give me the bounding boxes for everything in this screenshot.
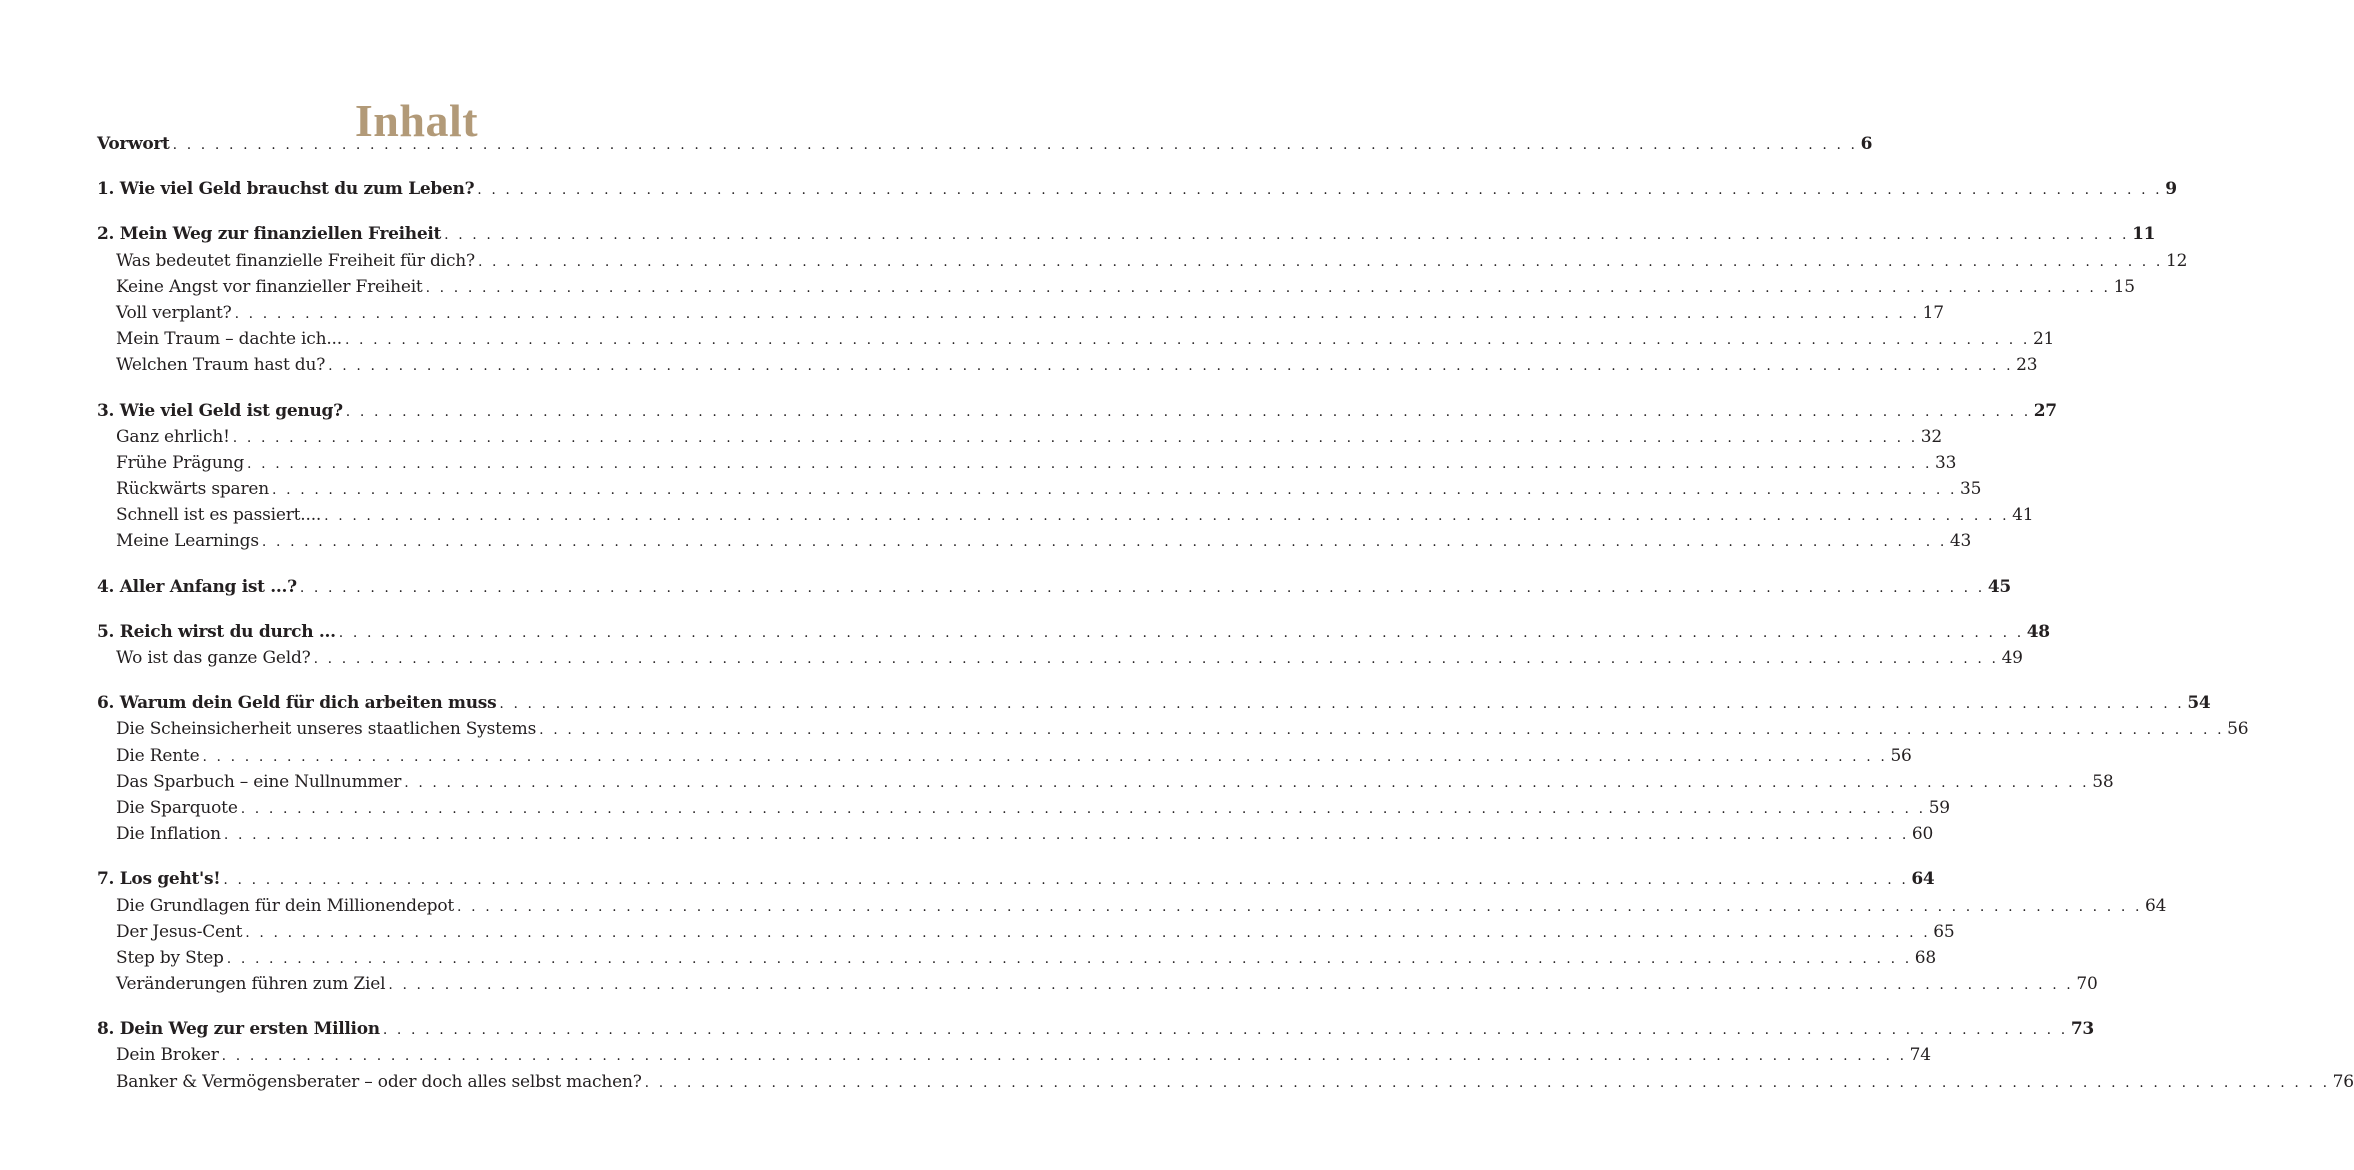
toc-page-number: 68 (1914, 947, 1936, 968)
toc-section (97, 574, 2011, 600)
dot-leader: . . . . . . . . . . . . . . . . . . . . . . . . . . . . . . . . . . . . . . . . . . . . . . . . . . . . . . . . . . . . . . . . . . . . . . . . . . . . . . . . . . . . . . . . . . . . . . . . . . . . . . . . . . . . . . . . . . . . . . . . (172, 137, 1858, 153)
toc-page-number: 45 (1987, 576, 2011, 597)
toc-page-number: 35 (1960, 479, 1982, 500)
toc-subentry[interactable] (97, 528, 1972, 554)
toc-entry-label: Die Sparquote (116, 797, 238, 818)
toc-subentry[interactable] (97, 352, 2038, 378)
toc-page-number: 70 (2076, 974, 2098, 995)
toc-entry-label: 4. Aller Anfang ist ...? (97, 576, 297, 597)
page-title: Inhalt (354, 94, 479, 146)
toc-subentry[interactable] (97, 919, 1955, 945)
toc-entry-label: 5. Reich wirst du durch ... (97, 621, 336, 642)
toc-subentry[interactable] (97, 945, 1936, 971)
toc-page-number: 17 (1922, 302, 1944, 323)
toc-entry-label: 7. Los geht's! (97, 869, 221, 890)
toc-page-number: 59 (1928, 797, 1950, 818)
toc-subentry[interactable] (97, 893, 2167, 919)
dot-leader: . . . . . . . . . . . . . . . . . . . . . . . . . . . . . . . . . . . . . . . . . . . . . . . . . . . . . . . . . . . . . . . . . . . . . . . . . . . . . . . . . . . . . . . . . . . . . . . . . . . . . . . . . . . . . . . . . . . . . . . . (477, 253, 2163, 270)
toc-subentry[interactable] (97, 1069, 2354, 1095)
toc-subentry[interactable] (97, 716, 2249, 742)
toc-entry-label: Dein Broker (116, 1045, 219, 1066)
toc-chapter-entry[interactable] (97, 398, 2057, 424)
toc-entry-label: Der Jesus-Cent (116, 921, 243, 942)
toc-entry-label: Rückwärts sparen (116, 479, 270, 500)
toc-section (97, 176, 2177, 202)
toc-page-number: 11 (2132, 224, 2156, 245)
toc-entry-label: Vorwort (97, 134, 170, 154)
toc-page-number: 65 (1933, 921, 1955, 942)
toc-page-number: 33 (1935, 452, 1957, 473)
toc-page-number: 60 (1911, 824, 1934, 845)
dot-leader: . . . . . . . . . . . . . . . . . . . . . . . . . . . . . . . . . . . . . . . . . . . . . . . . . . . . . . . . . . . . . . . . . . . . . . . . . . . . . . . . . . . . . . . . . . . . . . . . . . . . . . . . . . . . . . . . . . . . . . . . (539, 722, 2225, 739)
toc-page-number: 15 (2113, 276, 2135, 297)
toc-page-number: 41 (2012, 505, 2034, 526)
dot-leader: . . . . . . . . . . . . . . . . . . . . . . . . . . . . . . . . . . . . . . . . . . . . . . . . . . . . . . . . . . . . . . . . . . . . . . . . . . . . . . . . . . . . . . . . . . . . . . . . . . . . . . . . . . . . . . . . . . . . . . . . (644, 1074, 2330, 1091)
dot-leader: . . . . . . . . . . . . . . . . . . . . . . . . . . . . . . . . . . . . . . . . . . . . . . . . . . . . . . . . . . . . . . . . . . . . . . . . . . . . . . . . . . . . . . . . . . . . . . . . . . . . . . . . . . . . . . . . . . . . . . . . (226, 950, 1912, 967)
dot-leader: . . . . . . . . . . . . . . . . . . . . . . . . . . . . . . . . . . . . . . . . . . . . . . . . . . . . . . . . . . . . . . . . . . . . . . . . . . . . . . . . . . . . . . . . . . . . . . . . . . . . . . . . . . . . . . . . . . . . . . . . (344, 332, 2030, 349)
toc-section (97, 131, 1873, 157)
toc-chapter-entry[interactable] (97, 866, 1935, 892)
toc-section (97, 221, 2188, 378)
toc-page-number: 56 (2227, 719, 2249, 740)
toc-chapter-entry[interactable] (97, 221, 2156, 247)
toc-entry-label: Was bedeutet finanzielle Freiheit für dich? (116, 250, 475, 271)
toc-entry-label: Frühe Prägung (116, 452, 245, 473)
dot-leader: . . . . . . . . . . . . . . . . . . . . . . . . . . . . . . . . . . . . . . . . . . . . . . . . . . . . . . . . . . . . . . . . . . . . . . . . . . . . . . . . . . . . . . . . . . . . . . . . . . . . . . . . . . . . . . . . . . . . . . . . (477, 182, 2163, 199)
toc-entry-label: Das Sparbuch – eine Nullnummer (116, 771, 402, 792)
dot-leader: . . . . . . . . . . . . . . . . . . . . . . . . . . . . . . . . . . . . . . . . . . . . . . . . . . . . . . . . . . . . . . . . . . . . . . . . . . . . . . . . . . . . . . . . . . . . . . . . . . . . . . . . . . . . . . . . . . . . . . . . (425, 279, 2111, 296)
dot-leader: . . . . . . . . . . . . . . . . . . . . . . . . . . . . . . . . . . . . . . . . . . . . . . . . . . . . . . . . . . . . . . . . . . . . . . . . . . . . . . . . . . . . . . . . . . . . . . . . . . . . . . . . . . . . . . . . . . . . . . . . (245, 924, 1931, 941)
toc-entry-label: Veränderungen führen zum Ziel (116, 974, 386, 995)
toc-subentry[interactable] (97, 248, 2188, 274)
dot-leader: . . . . . . . . . . . . . . . . . . . . . . . . . . . . . . . . . . . . . . . . . . . . . . . . . . . . . . . . . . . . . . . . . . . . . . . . . . . . . . . . . . . . . . . . . . . . . . . . . . . . . . . . . . . . . . . . . . . . . . . . (338, 624, 2024, 641)
toc-subentry[interactable] (97, 743, 1912, 769)
toc-page-number: 48 (2026, 621, 2050, 642)
dot-leader: . . . . . . . . . . . . . . . . . . . . . . . . . . . . . . . . . . . . . . . . . . . . . . . . . . . . . . . . . . . . . . . . . . . . . . . . . . . . . . . . . . . . . . . . . . . . . . . . . . . . . . . . . . . . . . . . . . . . . . . . (299, 579, 1985, 596)
toc-page-number: 23 (2016, 355, 2038, 376)
toc-entry-label: Step by Step (116, 947, 224, 968)
dot-leader: . . . . . . . . . . . . . . . . . . . . . . . . . . . . . . . . . . . . . . . . . . . . . . . . . . . . . . . . . . . . . . . . . . . . . . . . . . . . . . . . . . . . . . . . . . . . . . . . . . . . . . . . . . . . . . . . . . . . . . . . (324, 508, 2010, 525)
dot-leader: . . . . . . . . . . . . . . . . . . . . . . . . . . . . . . . . . . . . . . . . . . . . . . . . . . . . . . . . . . . . . . . . . . . . . . . . . . . . . . . . . . . . . . . . . . . . . . . . . . . . . . . . . . . . . . . . . . . . . . . . (328, 358, 2014, 375)
toc-subentry[interactable] (97, 821, 1934, 847)
toc-page-number: 56 (1890, 745, 1912, 766)
toc-page-number: 74 (1909, 1045, 1931, 1066)
dot-leader: . . . . . . . . . . . . . . . . . . . . . . . . . . . . . . . . . . . . . . . . . . . . . . . . . . . . . . . . . . . . . . . . . . . . . . . . . . . . . . . . . . . . . . . . . . . . . . . . . . . . . . . . . . . . . . . . . . . . . . . . (261, 534, 1947, 551)
toc-entry-label: Keine Angst vor finanzieller Freiheit (116, 276, 423, 297)
dot-leader: . . . . . . . . . . . . . . . . . . . . . . . . . . . . . . . . . . . . . . . . . . . . . . . . . . . . . . . . . . . . . . . . . . . . . . . . . . . . . . . . . . . . . . . . . . . . . . . . . . . . . . . . . . . . . . . . . . . . . . . . (223, 872, 1909, 889)
toc-page-number: 58 (2092, 771, 2114, 792)
toc-subentry[interactable] (97, 476, 1982, 502)
toc-entry-label: 3. Wie viel Geld ist genug? (97, 400, 343, 421)
toc-chapter-entry[interactable] (97, 619, 2050, 645)
dot-leader: . . . . . . . . . . . . . . . . . . . . . . . . . . . . . . . . . . . . . . . . . . . . . . . . . . . . . . . . . . . . . . . . . . . . . . . . . . . . . . . . . . . . . . . . . . . . . . . . . . . . . . . . . . . . . . . . . . . . . . . . (345, 403, 2031, 420)
toc-subentry[interactable] (97, 326, 2055, 352)
toc-subentry[interactable] (97, 424, 1942, 450)
toc-page-number: 12 (2165, 250, 2188, 271)
toc-entry-label: Meine Learnings (116, 531, 259, 552)
toc-subentry[interactable] (97, 274, 2135, 300)
toc-section (97, 1016, 2354, 1095)
toc-entry-label: Ganz ehrlich! (116, 426, 230, 447)
toc-entry-label: Die Inflation (116, 824, 221, 845)
toc-entry-label: Voll verplant? (116, 302, 232, 323)
toc-entry-label: 2. Mein Weg zur finanziellen Freiheit (97, 224, 442, 245)
dot-leader: . . . . . . . . . . . . . . . . . . . . . . . . . . . . . . . . . . . . . . . . . . . . . . . . . . . . . . . . . . . . . . . . . . . . . . . . . . . . . . . . . . . . . . . . . . . . . . . . . . . . . . . . . . . . . . . . . . . . . . . . (444, 227, 2130, 244)
toc-page-number: 76 (2332, 1071, 2354, 1092)
toc-subentry[interactable] (97, 769, 2114, 795)
toc-entry-label: Die Rente (116, 745, 200, 766)
toc-entry-label: Schnell ist es passiert.... (116, 505, 322, 526)
toc-subentry[interactable] (97, 1042, 1931, 1068)
dot-leader: . . . . . . . . . . . . . . . . . . . . . . . . . . . . . . . . . . . . . . . . . . . . . . . . . . . . . . . . . . . . . . . . . . . . . . . . . . . . . . . . . . . . . . . . . . . . . . . . . . . . . . . . . . . . . . . . . . . . . . . . (388, 977, 2074, 994)
dot-leader: . . . . . . . . . . . . . . . . . . . . . . . . . . . . . . . . . . . . . . . . . . . . . . . . . . . . . . . . . . . . . . . . . . . . . . . . . . . . . . . . . . . . . . . . . . . . . . . . . . . . . . . . . . . . . . . . . . . . . . . . (457, 898, 2143, 915)
toc-entry-label: Mein Traum – dachte ich... (116, 329, 342, 350)
toc-entry-label: Die Scheinsicherheit unseres staatlichen Systems (116, 719, 537, 740)
toc-page-number: 64 (2145, 895, 2167, 916)
dot-leader: . . . . . . . . . . . . . . . . . . . . . . . . . . . . . . . . . . . . . . . . . . . . . . . . . . . . . . . . . . . . . . . . . . . . . . . . . . . . . . . . . . . . . . . . . . . . . . . . . . . . . . . . . . . . . . . . . . . . . . . . (382, 1022, 2068, 1039)
toc-chapter-entry[interactable] (97, 690, 2211, 716)
toc-section (97, 866, 2167, 997)
dot-leader: . . . . . . . . . . . . . . . . . . . . . . . . . . . . . . . . . . . . . . . . . . . . . . . . . . . . . . . . . . . . . . . . . . . . . . . . . . . . . . . . . . . . . . . . . . . . . . . . . . . . . . . . . . . . . . . . . . . . . . . . (499, 696, 2185, 713)
toc-chapter-entry[interactable] (97, 1016, 2094, 1042)
dot-leader: . . . . . . . . . . . . . . . . . . . . . . . . . . . . . . . . . . . . . . . . . . . . . . . . . . . . . . . . . . . . . . . . . . . . . . . . . . . . . . . . . . . . . . . . . . . . . . . . . . . . . . . . . . . . . . . . . . . . . . . . (221, 1048, 1907, 1065)
toc-entry-label: Banker & Vermögensberater – oder doch alles selbst machen? (116, 1071, 642, 1092)
dot-leader: . . . . . . . . . . . . . . . . . . . . . . . . . . . . . . . . . . . . . . . . . . . . . . . . . . . . . . . . . . . . . . . . . . . . . . . . . . . . . . . . . . . . . . . . . . . . . . . . . . . . . . . . . . . . . . . . . . . . . . . . (247, 455, 1933, 472)
toc-page-number: 6 (1860, 134, 1873, 154)
toc-section (97, 619, 2050, 671)
toc-subentry[interactable] (97, 645, 2023, 671)
dot-leader: . . . . . . . . . . . . . . . . . . . . . . . . . . . . . . . . . . . . . . . . . . . . . . . . . . . . . . . . . . . . . . . . . . . . . . . . . . . . . . . . . . . . . . . . . . . . . . . . . . . . . . . . . . . . . . . . . . . . . . . . (404, 774, 2090, 791)
toc-entry-label: Wo ist das ganze Geld? (116, 648, 311, 668)
toc-page-number: 49 (2001, 648, 2023, 668)
toc-entry-label: Die Grundlagen für dein Millionendepot (116, 895, 455, 916)
dot-leader: . . . . . . . . . . . . . . . . . . . . . . . . . . . . . . . . . . . . . . . . . . . . . . . . . . . . . . . . . . . . . . . . . . . . . . . . . . . . . . . . . . . . . . . . . . . . . . . . . . . . . . . . . . . . . . . . . . . . . . . . (223, 827, 1909, 844)
toc-page-number: 9 (2165, 179, 2177, 200)
dot-leader: . . . . . . . . . . . . . . . . . . . . . . . . . . . . . . . . . . . . . . . . . . . . . . . . . . . . . . . . . . . . . . . . . . . . . . . . . . . . . . . . . . . . . . . . . . . . . . . . . . . . . . . . . . . . . . . . . . . . . . . . (232, 429, 1918, 446)
dot-leader: . . . . . . . . . . . . . . . . . . . . . . . . . . . . . . . . . . . . . . . . . . . . . . . . . . . . . . . . . . . . . . . . . . . . . . . . . . . . . . . . . . . . . . . . . . . . . . . . . . . . . . . . . . . . . . . . . . . . . . . . (313, 651, 1999, 667)
toc-page-number: 21 (2032, 329, 2055, 350)
toc-subentry[interactable] (97, 795, 1950, 821)
toc-entry-label: 6. Warum dein Geld für dich arbeiten muss (97, 693, 497, 714)
toc-entry-label: 1. Wie viel Geld brauchst du zum Leben? (97, 179, 475, 200)
toc-subentry[interactable] (97, 300, 1944, 326)
toc-chapter-entry[interactable] (97, 131, 1873, 157)
dot-leader: . . . . . . . . . . . . . . . . . . . . . . . . . . . . . . . . . . . . . . . . . . . . . . . . . . . . . . . . . . . . . . . . . . . . . . . . . . . . . . . . . . . . . . . . . . . . . . . . . . . . . . . . . . . . . . . . . . . . . . . . (272, 482, 1958, 499)
toc-page-number: 32 (1920, 426, 1942, 447)
table-of-contents (97, 131, 2354, 1114)
toc-section (97, 690, 2249, 847)
toc-page-number: 64 (1911, 869, 1935, 890)
toc-subentry[interactable] (97, 450, 1957, 476)
toc-section (97, 398, 2057, 555)
toc-subentry[interactable] (97, 971, 2098, 997)
dot-leader: . . . . . . . . . . . . . . . . . . . . . . . . . . . . . . . . . . . . . . . . . . . . . . . . . . . . . . . . . . . . . . . . . . . . . . . . . . . . . . . . . . . . . . . . . . . . . . . . . . . . . . . . . . . . . . . . . . . . . . . . (202, 748, 1888, 765)
toc-entry-label: 8. Dein Weg zur ersten Million (97, 1019, 380, 1040)
dot-leader: . . . . . . . . . . . . . . . . . . . . . . . . . . . . . . . . . . . . . . . . . . . . . . . . . . . . . . . . . . . . . . . . . . . . . . . . . . . . . . . . . . . . . . . . . . . . . . . . . . . . . . . . . . . . . . . . . . . . . . . . (234, 305, 1920, 322)
toc-page-number: 73 (2070, 1019, 2094, 1040)
toc-page-number: 54 (2187, 693, 2211, 714)
toc-entry-label: Welchen Traum hast du? (116, 355, 326, 376)
toc-subentry[interactable] (97, 502, 2034, 528)
dot-leader: . . . . . . . . . . . . . . . . . . . . . . . . . . . . . . . . . . . . . . . . . . . . . . . . . . . . . . . . . . . . . . . . . . . . . . . . . . . . . . . . . . . . . . . . . . . . . . . . . . . . . . . . . . . . . . . . . . . . . . . . (240, 800, 1926, 817)
toc-page-number: 43 (1949, 531, 1972, 552)
toc-chapter-entry[interactable] (97, 574, 2011, 600)
toc-page-number: 27 (2033, 400, 2057, 421)
toc-chapter-entry[interactable] (97, 176, 2177, 202)
